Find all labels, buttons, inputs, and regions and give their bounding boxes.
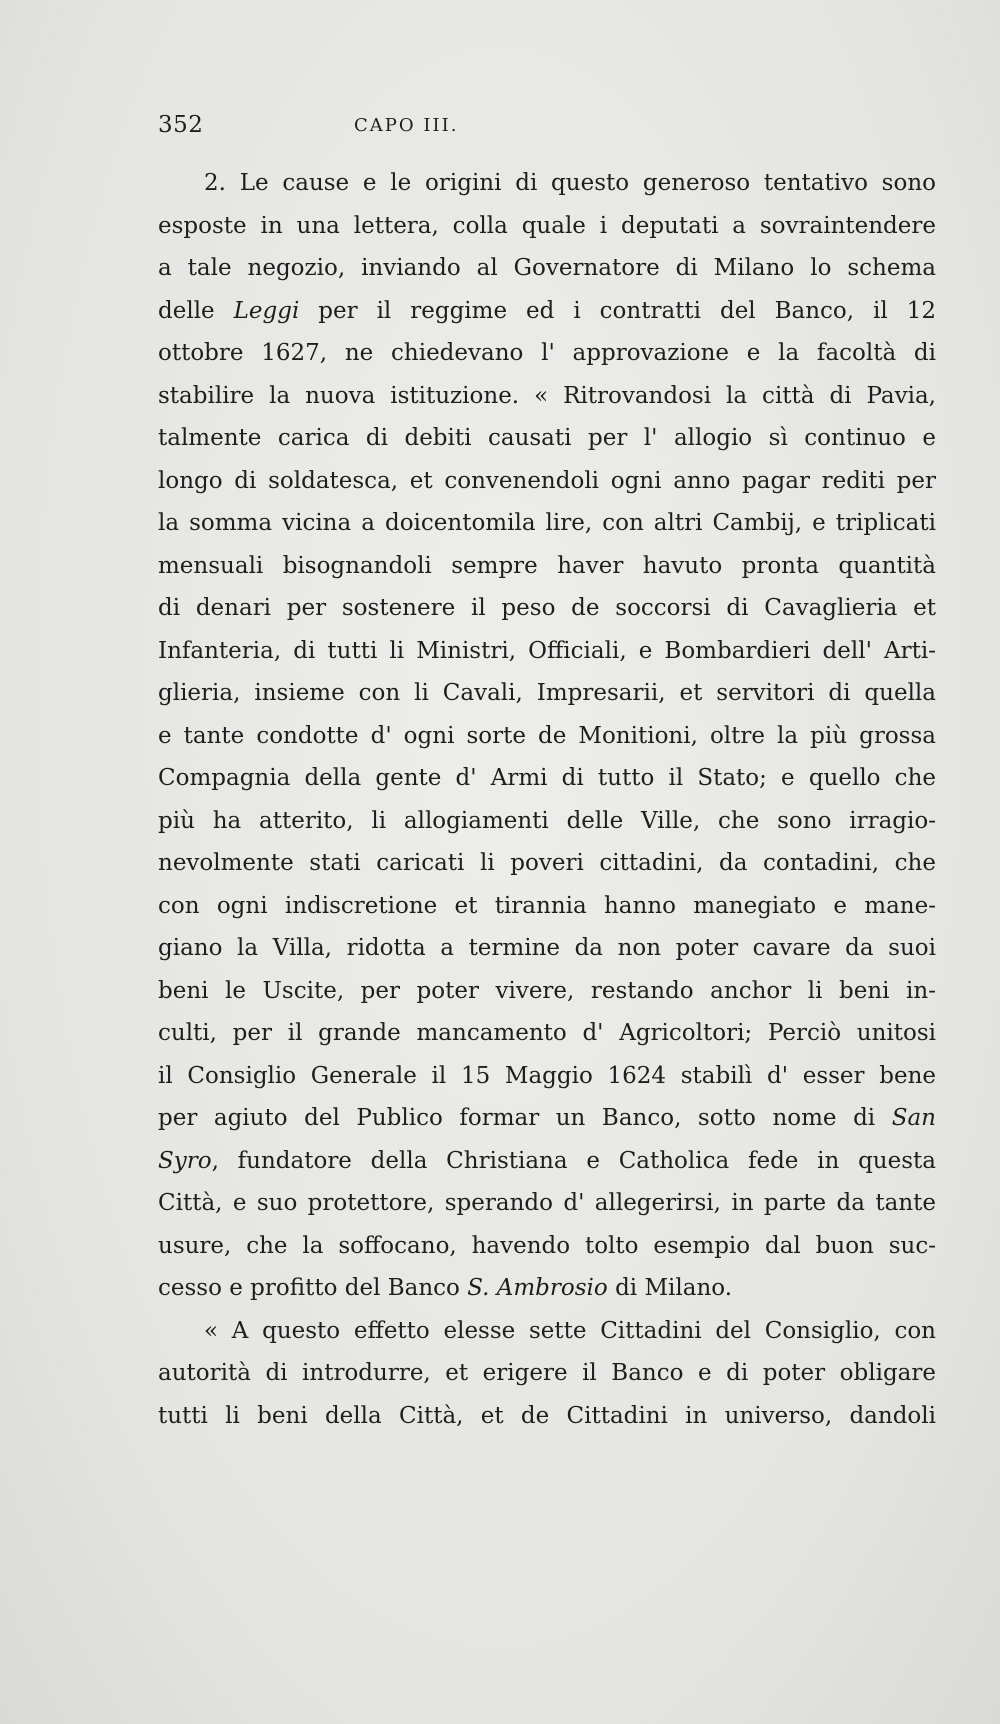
chapter-title: CAPO III. <box>354 115 459 136</box>
text-fragment: per agiuto del Publico formar un Banco, sotto nome di <box>158 1105 892 1131</box>
italic-term-san: San <box>891 1105 936 1131</box>
text-line: il Consiglio Generale il 15 Maggio 1624 stabilì d' esser bene <box>158 1062 936 1089</box>
text-line: 2. Le cause e le origini di questo generoso tentativo sono <box>204 170 936 196</box>
text-line <box>158 1140 936 1183</box>
text-fragment: di Milano. <box>607 1275 733 1301</box>
text-line: autorità di introdurre, et erigere il Banco e di poter obligare <box>158 1360 936 1386</box>
text-line: Compagnia della gente d' Armi di tutto il Stato; e quello che <box>158 765 936 791</box>
text-line: giano la Villa, ridotta a termine da non poter cavare da suoi <box>158 935 936 961</box>
text-line: con ogni indiscretione et tirannia hanno manegiato e mane- <box>158 892 936 919</box>
text-line <box>158 1267 936 1310</box>
italic-term-syro: Syro <box>158 1147 212 1174</box>
text-line: a tale negozio, inviando al Governatore di Milano lo schema <box>158 255 936 281</box>
text-line <box>158 1097 936 1140</box>
text-line: esposte in una lettera, colla quale i deputati a sovraintendere <box>158 212 936 239</box>
text-line <box>158 290 936 333</box>
text-line: beni le Uscite, per poter vivere, restando anchor li beni in- <box>158 977 936 1004</box>
text-line: mensuali bisognandoli sempre haver havuto pronta quantità <box>158 552 936 579</box>
body-text <box>158 162 936 1437</box>
text-line: nevolmente stati caricati li poveri cittadini, da contadini, che <box>158 850 936 876</box>
text-line: la somma vicina a doicentomila lire, con altri Cambij, e triplicati <box>158 510 936 536</box>
italic-term-s-ambrosio: S. Ambrosio <box>467 1275 608 1301</box>
text-line: glieria, insieme con li Cavali, Impresarii, et servitori di quella <box>158 680 936 706</box>
text-fragment: cesso e profitto del Banco <box>158 1275 468 1301</box>
italic-term-leggi: Leggi <box>233 297 300 324</box>
text-line: « A questo effetto elesse sette Cittadini del Consiglio, con <box>204 1317 936 1344</box>
text-fragment: delle <box>158 297 234 324</box>
running-head <box>158 112 938 142</box>
text-line: talmente carica di debiti causati per l' allogio sì continuo e <box>158 425 936 451</box>
text-fragment: per il reggime ed i contratti del Banco, il 12 <box>299 297 936 324</box>
text-line: usure, che la soffocano, havendo tolto esempio dal buon suc- <box>158 1232 936 1259</box>
text-line: ottobre 1627, ne chiedevano l' approvazione e la facoltà di <box>158 340 936 366</box>
text-line: Infanteria, di tutti li Ministri, Officiali, e Bombardieri dell' Arti- <box>158 637 936 664</box>
text-line: e tante condotte d' ogni sorte de Monitioni, oltre la più grossa <box>158 722 936 749</box>
text-line: più ha atterito, li allogiamenti delle Ville, che sono irragio- <box>158 807 936 834</box>
text-line: Città, e suo protettore, sperando d' allegerirsi, in parte da tante <box>158 1190 936 1216</box>
text-line: di denari per sostenere il peso de soccorsi di Cavaglieria et <box>158 595 936 621</box>
text-line: culti, per il grande mancamento d' Agricoltori; Perciò unitosi <box>158 1020 936 1046</box>
page-number: 352 <box>158 112 204 138</box>
text-line: stabilire la nuova istituzione. « Ritrovandosi la città di Pavia, <box>158 382 936 409</box>
text-line: longo di soldatesca, et convenendoli ogni anno pagar rediti per <box>158 467 936 494</box>
text-fragment: , fundatore della Christiana e Catholica fede in questa <box>211 1147 936 1174</box>
text-line: tutti li beni della Città, et de Cittadini in universo, dandoli <box>158 1402 936 1429</box>
